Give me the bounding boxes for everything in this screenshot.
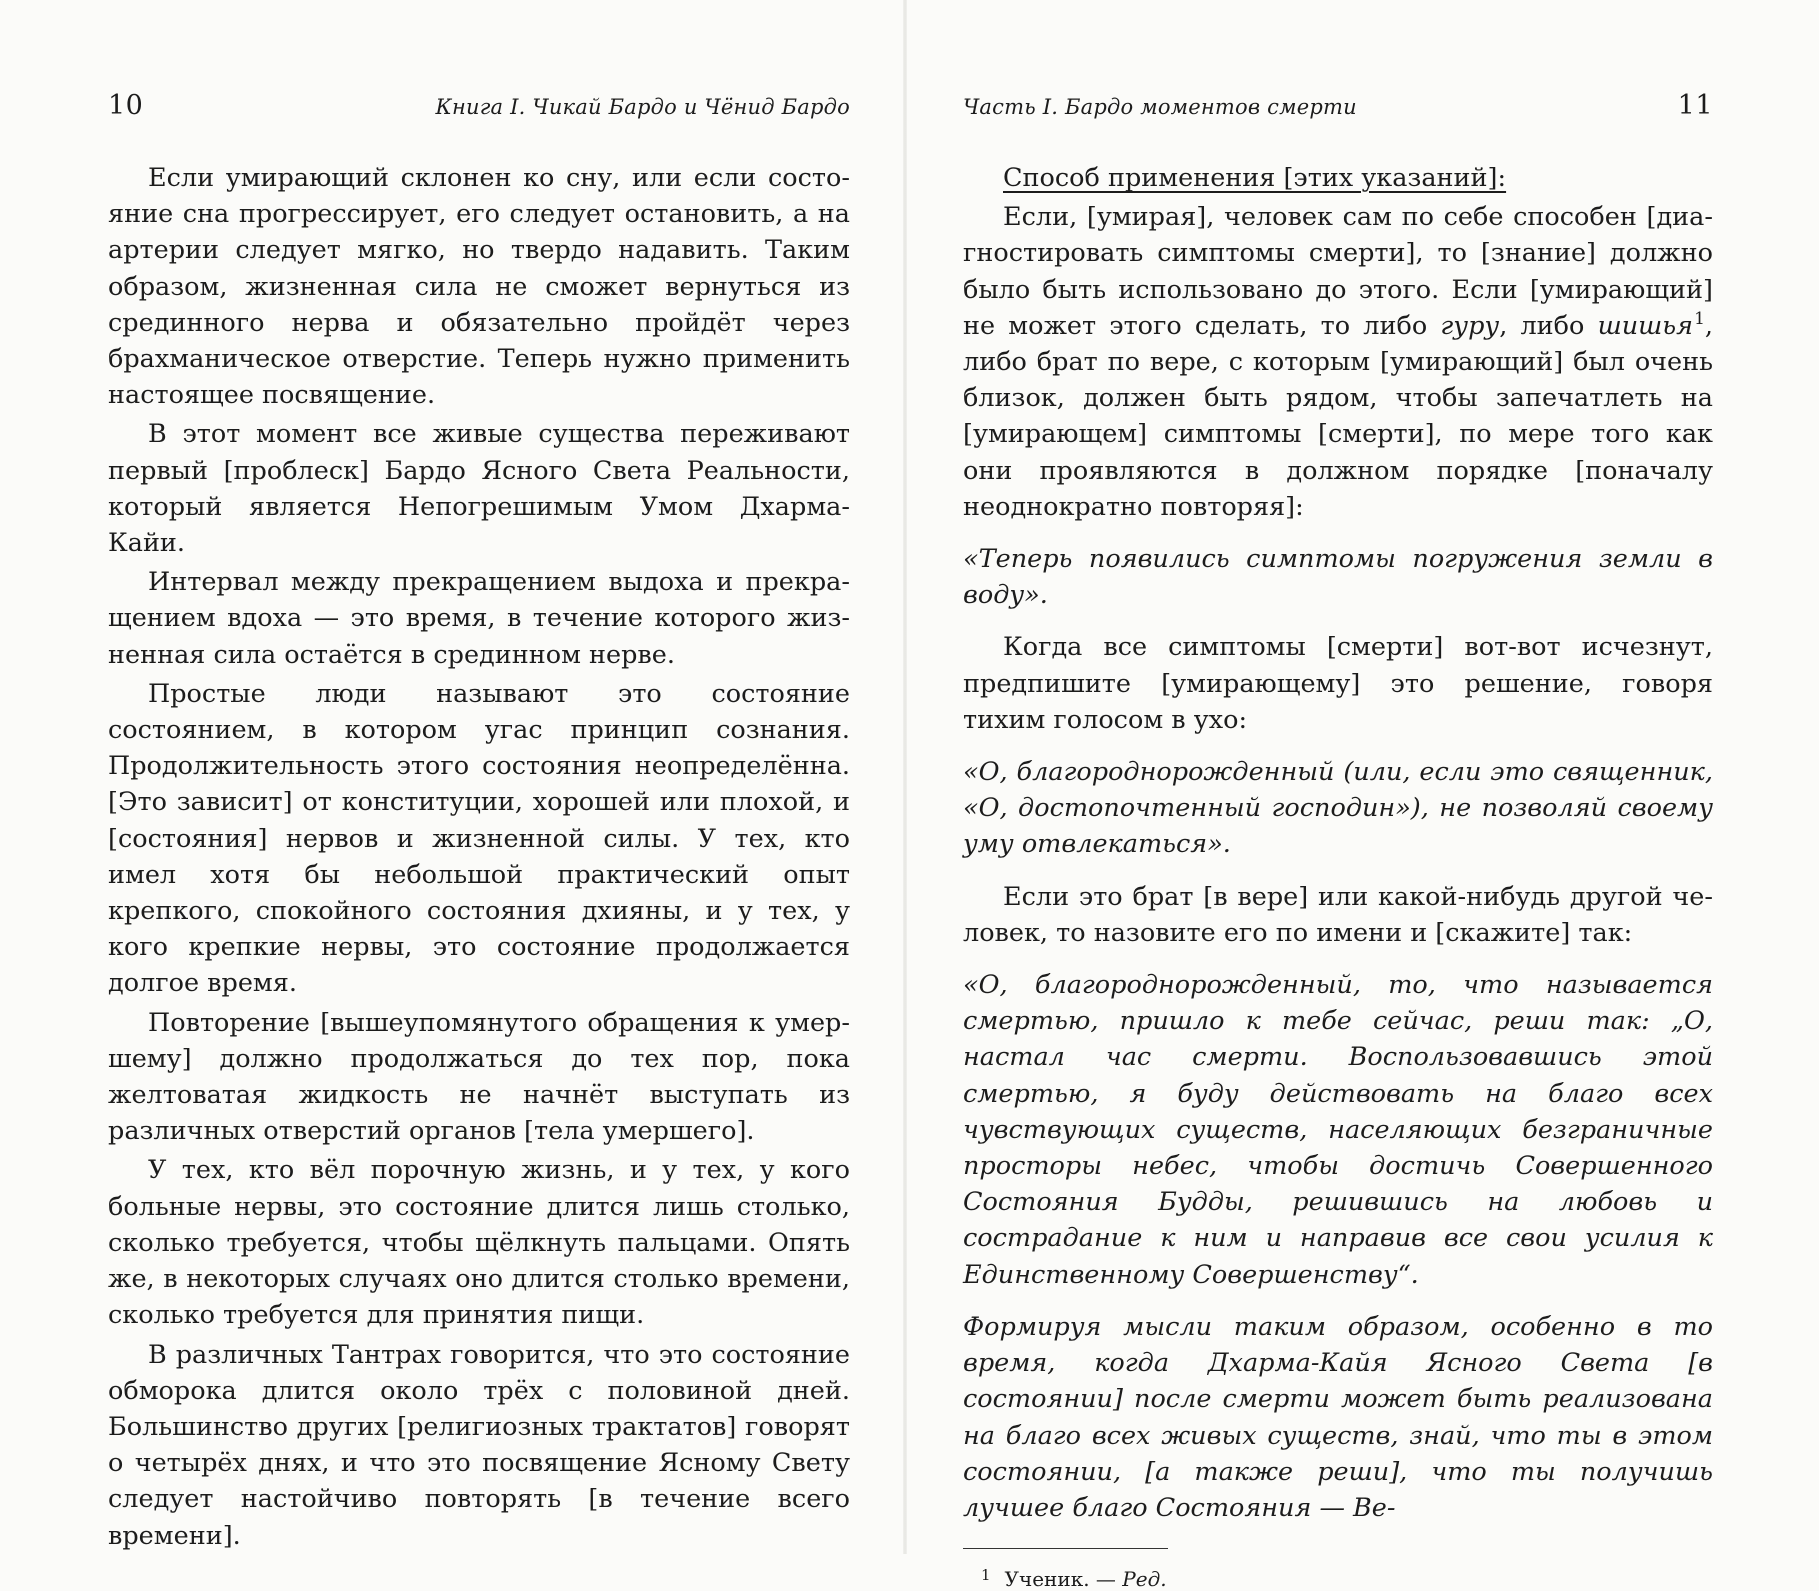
footnote-reference[interactable]: 1: [1694, 308, 1705, 329]
paragraph: В этот момент все живые существа переживают первый [проблеск] Бардо Ясного Света Реальности, который является Непогрешимым Умом Дхарма-Кайи.: [108, 419, 850, 559]
paragraph: Интервал между прекращением выдоха и прекращением вдоха — это время, в течение которого жизненная сила остаётся в срединном нерве.: [108, 567, 850, 670]
quote: «Теперь появились симптомы погружения земли в воду».: [963, 544, 1713, 611]
text-run: , либо брат по вере, с которым [умирающий] был очень близок, должен быть рядом, чтобы запечатлеть на [умирающем] симптомы [смерти], по мере того как они проявляются в должном порядке [поначалу неоднократно повторяя]:: [963, 310, 1714, 522]
paragraph: [963, 199, 1713, 525]
running-title: Книга I. Чикай Бардо и Чёнид Бардо: [435, 95, 850, 119]
footnote: [963, 1567, 1713, 1591]
running-title: Часть I. Бардо моментов смерти: [963, 95, 1357, 119]
text-run: Если, [умирая], человек сам по себе способен [диагностировать симптомы смерти], то [знание] должно было быть использовано до этого. Если [умирающий] не может этого сделать, то либо: [963, 202, 1713, 341]
section-heading: Способ применения [этих указаний]:: [1003, 163, 1507, 193]
paragraph: Если умирающий склонен ко сну, или если состояние сна прогрессирует, его следует остановить, а на артерии следует мягко, но твердо надавить. Таким образом, жизненная сила не сможет вернуться из срединного нерва и обязательно пройдёт через брахманическое отверстие. Теперь нужно применить настоящее посвящение.: [108, 163, 850, 411]
paragraph: Когда все симптомы [смерти] вот-вот исчезнут, предпишите [умирающему] это решение, говоря тихим голосом в ухо:: [963, 632, 1713, 735]
right-page-text: [963, 160, 1713, 1526]
page-number: 11: [1677, 90, 1713, 121]
footnote-body: Ученик. —: [1004, 1567, 1123, 1591]
footnote-editor-mark: Ред.: [1122, 1567, 1167, 1591]
left-page: [0, 0, 905, 1554]
left-running-head: [108, 90, 850, 130]
footnote-text: [1005, 1567, 1167, 1591]
quote: «О, благороднорожденный (или, если это священник, «О, достопочтенный господин»), не позволяй своему уму отвлекаться».: [963, 757, 1713, 860]
paragraph: В различных Тантрах говорится, что это состояние обморока длится около трёх с половиной дней. Большинство других [религиозных трактатов] говорят о четырёх днях, и что это посвящение Ясному Свету следует настойчиво повторять [в течение всего времени].: [108, 1339, 850, 1551]
right-running-head: [963, 90, 1713, 130]
paragraph: Если это брат [в вере] или какой-нибудь другой человек, то назовите его по имени и [скажите] так:: [963, 881, 1713, 948]
left-page-text: [108, 160, 850, 1554]
page-number: 10: [108, 90, 144, 121]
term-shishya: шишья: [1597, 310, 1694, 341]
footnote-number: 1: [981, 1566, 991, 1585]
footnote-divider: [963, 1548, 1168, 1549]
paragraph: Простые люди называют это состояние состоянием, в котором угас принцип сознания. Продолжительность этого состояния неопределённа. [Это зависит] от конституции, хорошей или плохой, и [состояния] нервов и жизненной силы. У тех, кто имел хотя бы небольшой практический опыт крепкого, спокойного состояния дхияны, и у тех, у кого крепкие нервы, это состояние продолжается долгое время.: [108, 678, 850, 999]
term-guru: гуру: [1440, 310, 1500, 341]
text-run: , либо: [1499, 310, 1598, 341]
paragraph: У тех, кто вёл порочную жизнь, и у тех, у кого больные нервы, это состояние длится лишь столько, сколько требуется, чтобы щёлкнуть пальцами. Опять же, в некоторых случаях оно длится столько времени, сколько требуется для принятия пищи.: [108, 1155, 850, 1331]
right-page: [905, 0, 1819, 1591]
quote: Формируя мысли таким образом, особенно в то время, когда Дхарма-Кайя Ясного Света [в состоянии] после смерти может быть реализована на благо всех живых существ, знай, что ты в этом состоянии, [а также реши], что ты получишь лучшее благо Состояния — Ве-: [963, 1311, 1713, 1523]
quote: «О, благороднорожденный, то, что называется смертью, пришло к тебе сейчас, реши так: „О, настал час смерти. Воспользовавшись этой смертью, я буду действовать на благо всех чувствующих существ, населяющих безграничные просторы небес, чтобы достичь Совершенного Состояния Будды, решившись на любовь и сострадание к ним и направив все свои усилия к Единственному Совершенству“.: [963, 970, 1713, 1290]
paragraph: Повторение [вышеупомянутого обращения к умершему] должно продолжаться до тех пор, пока желтоватая жидкость не начнёт выступать из различных отверстий органов [тела умершего].: [108, 1007, 850, 1147]
